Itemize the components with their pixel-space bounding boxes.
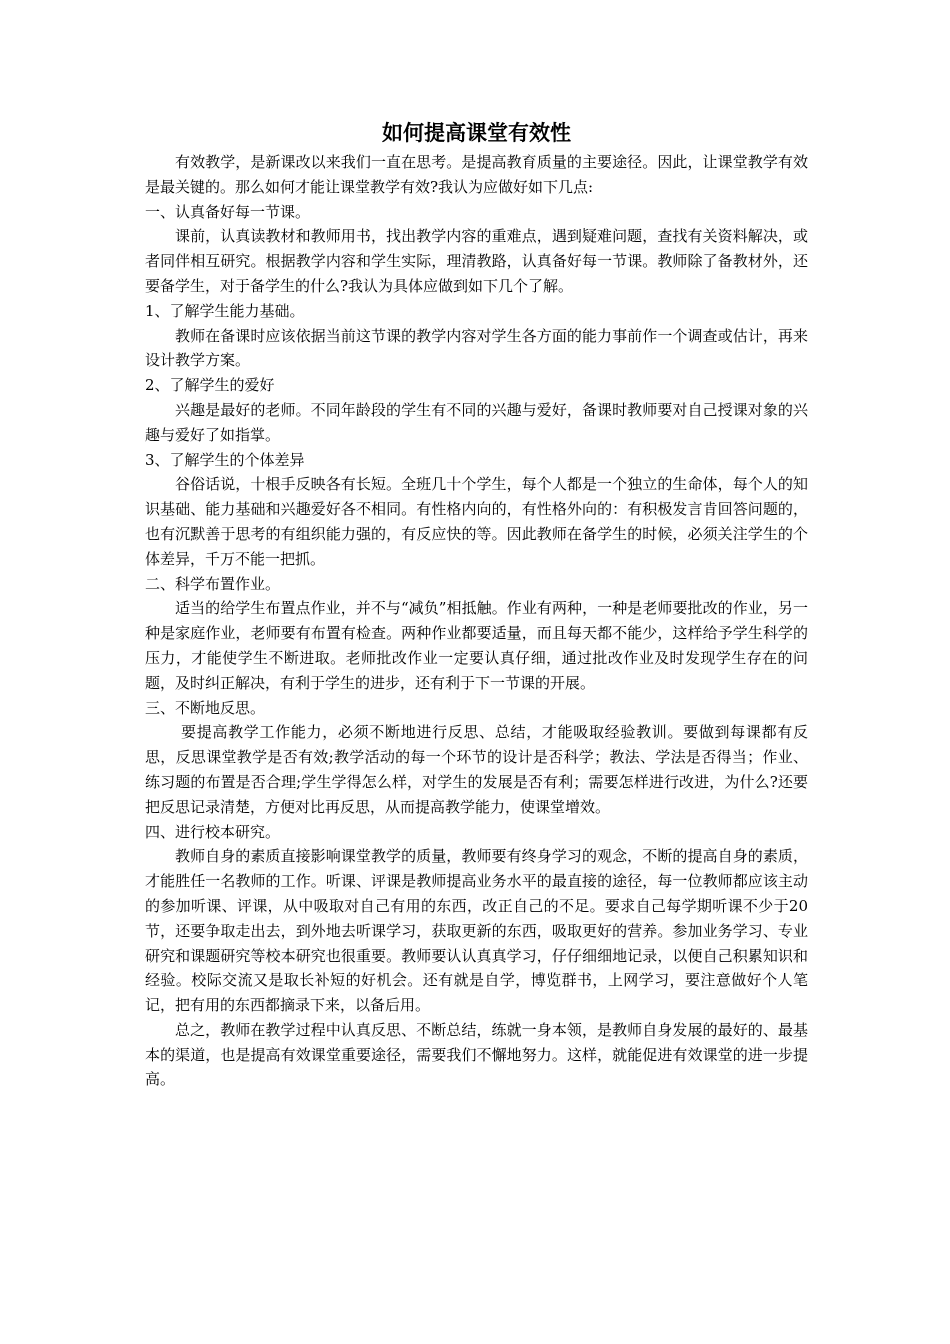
section-heading: 1、了解学生能力基础。 — [145, 301, 305, 320]
body-paragraph: 教师自身的素质直接影响课堂教学的质量，教师要有终身学习的观念，不断的提高自身的素质，才能胜任一名教师的工作。听课、评课是教师提高业务水平的最直接的途径，每一位教师都应该主动的参加听课、评课，从中吸取对自己有用的东西，改正自己的不足。要求自己每学期听课不少于20节，还要争取走出去，到外地去听课学习，获取更新的东西，吸取更好的营养。参加业务学习、专业研究和课题研究等校本研究也很重要。教师要认认真真学习，仔仔细细地记录，以便自己积累知识和经验。校际交流又是取长补短的好机会。还有就是自学，博览群书，上网学习，要注意做好个人笔记，把有用的东西都摘录下来，以备后用。 — [145, 847, 808, 1015]
body-paragraph: 课前，认真读教材和教师用书，找出教学内容的重难点，遇到疑难问题，查找有关资料解决，或者同伴相互研究。根据教学内容和学生实际，理清教路，认真备好每一节课。教师除了备教材外，还要备学生，对于备学生的什么?我认为具体应做到如下几个了解。 — [145, 227, 808, 295]
section-heading: 2、了解学生的爱好 — [145, 376, 275, 395]
page-title: 如何提高课堂有效性 — [382, 121, 571, 145]
body-paragraph: 有效教学，是新课改以来我们一直在思考。是提高教育质量的主要途径。因此，让课堂教学有效是最关键的。那么如何才能让课堂教学有效?我认为应做好如下几点: — [145, 153, 808, 196]
section-heading: 三、不断地反思。 — [145, 698, 266, 717]
section-heading: 3、了解学生的个体差异 — [145, 450, 305, 469]
body-paragraph: 谷俗话说，十根手反映各有长短。全班几十个学生，每个人都是一个独立的生命体，每个人的知识基础、能力基础和兴趣爱好各不相同。有性格内向的，有性格外向的：有积极发言肯回答问题的，也有沉默善于思考的有组织能力强的，有反应快的等。因此教师在备学生的时候，必须关注学生的个体差异，千万不能一把抓。 — [145, 475, 808, 568]
section-heading: 二、科学布置作业。 — [145, 574, 281, 593]
body-paragraph: 教师在备课时应该依据当前这节课的教学内容对学生各方面的能力事前作一个调查或估计，再来设计教学方案。 — [145, 326, 808, 370]
body-paragraph: 适当的给学生布置点作业，并不与“减负”相抵触。作业有两种，一种是老师要批改的作业，另一种是家庭作业，老师要有布置有检查。两种作业都要适量，而且每天都不能少，这样给予学生科学的压力，才能使学生不断进取。老师批改作业一定要认真仔细，通过批改作业及时发现学生存在的问题，及时纠正解决，有利于学生的进步，还有利于下一节课的开展。 — [145, 599, 808, 692]
document-blocks — [145, 150, 808, 1092]
document-body — [145, 118, 808, 1092]
body-paragraph: 总之，教师在教学过程中认真反思、不断总结，练就一身本领，是教师自身发展的最好的、最基本的渠道，也是提高有效课堂重要途径，需要我们不懈地努力。这样，就能促进有效课堂的进一步提高。 — [145, 1020, 808, 1089]
section-heading: 一、认真备好每一节课。 — [145, 202, 311, 221]
body-paragraph: 兴趣是最好的老师。不同年龄段的学生有不同的兴趣与爱好，备课时教师要对自己授课对象的兴趣与爱好了如指掌。 — [145, 400, 808, 444]
section-heading: 四、进行校本研究。 — [145, 822, 281, 841]
body-paragraph: 要提高教学工作能力，必须不断地进行反思、总结，才能吸取经验教训。要做到每课都有反思，反思课堂教学是否有效;教学活动的每一个环节的设计是否科学；教法、学法是否得当；作业、练习题的布置是否合理;学生学得怎么样，对学生的发展是否有利；需要怎样进行改进，为什么?还要把反思记录清楚，方便对比再反思，从而提高教学能力，使课堂增效。 — [145, 723, 808, 816]
